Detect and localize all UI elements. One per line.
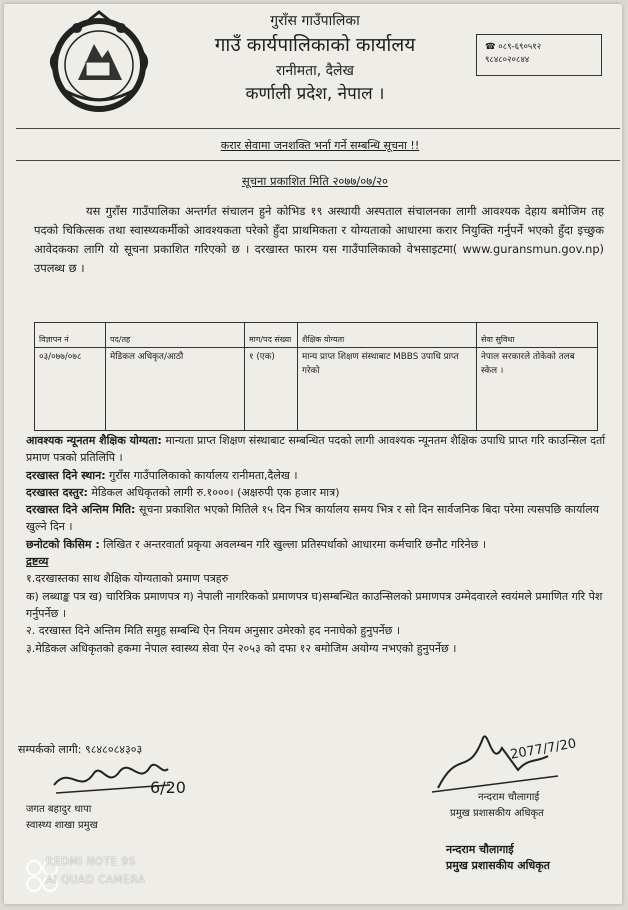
vacancy-table <box>34 322 598 431</box>
cell-post-level: मेडिकल अधिकृत/आठौ <box>106 348 245 431</box>
right-signatory-name: नन्दराम चौलागाई <box>478 792 540 803</box>
col-post-count: माग/पद संख्या <box>245 323 298 348</box>
office-phone: ☎ ०८९-६९०५१२ <box>485 42 542 52</box>
note-1: १.दरखास्तका साथ शैक्षिक योग्यताको प्रमाण पत्रहरु <box>26 572 229 586</box>
left-signature-date: 6/20 <box>150 778 186 797</box>
note-2: २. दरखास्त दिने अन्तिम मिति समुह सम्बन्धि ऐन नियम अनुसार उमेरको हद ननाघेको हुनुपर्नेछ । <box>26 624 401 638</box>
left-signatory-name: जगत बहादुर थापा <box>26 804 92 815</box>
nepal-emblem-logo <box>44 10 154 116</box>
note-1b: क) लब्धाङ्क पत्र ख) चारित्रिक प्रमाणपत्र ग) नेपाली नागरिकको प्रमाणपत्र घ)सम्बन्धित काउन्सिलको प्रमाणपत्र उम्मेदवारले स्वयंमले प्रमाणित गरि पेश गर्नुपर्नेछ । <box>26 589 603 620</box>
requirements-section <box>26 432 606 657</box>
table-row <box>35 348 598 431</box>
deadline-line: दरखास्त दिने अन्तिम मिति: सूचना प्रकाशित भएको मितिले १५ दिन भित्र कार्यालय समय भित्र र सो दिन सार्वजनिक बिदा परेमा त्यसपछि कार्यालय खुल्ने दिन । <box>26 503 600 534</box>
selection-method-line: छनोटको किसिम : लिखित र अन्तरवार्ता प्रकृया अवलम्बन गरि खुल्ला प्रतिस्पर्धाको आधारमा कर्मचारि छनौट गरिनेछ । <box>26 537 486 551</box>
cell-facility: नेपाल सरकारले तोकेको तलब स्केल । <box>477 348 598 431</box>
header-divider <box>16 128 620 129</box>
watermark-line-1: REDMI NOTE 9S <box>46 856 136 868</box>
left-signatory-title: स्वास्थ्य शाखा प्रमुख <box>26 820 98 831</box>
cell-post-count: १ (एक) <box>245 348 298 431</box>
contact-number: सम्पर्कको लागी: ९८४८०८४३०३ <box>18 743 143 756</box>
office-location: रानीमता, दैलेख <box>275 63 354 79</box>
right-signatory-title: प्रमुख प्रशासकीय अधिकृत <box>450 808 544 819</box>
cell-qualification: मान्य प्राप्त शिक्षण संस्थाबाट MBBS उपाधि प्राप्त गरेको <box>298 348 477 431</box>
col-qualification: शैक्षिक योग्यता <box>298 323 477 348</box>
right-signature-date: 2077/7/20 <box>509 736 578 763</box>
intro-paragraph: यस गुराँस गाउँपालिका अन्तर्गत संचालन हुने कोभिड १९ अस्थायी अस्पताल संचालनका लागी आवश्यक देहाय बमोजिम तह पदको चिकित्सक तथा स्वास्थ्यकर्मीको आवश्यकता परेको हुँदा प्राथमिकता र योग्यताको आधारमा करार नियुक्ति गर्नुपर्ने भएको हुँदा इच्छुक आवेदकका लागि यो सूचना प्रकाशित गरिएको छ । दरखास्त फारम यस गाउँपालिकाको वेभसाइटमा( www.guransmun.gov.np) उपलब्ध छ । <box>34 204 604 275</box>
subject-divider <box>16 160 620 161</box>
province-country: कर्णाली प्रदेश, नेपाल । <box>245 84 385 104</box>
col-facility: सेवा सुविधा <box>477 323 598 348</box>
col-ad-number: विज्ञापन नं <box>35 323 106 348</box>
place-line: दरखास्त दिने स्थान: गुराँस गाउँपालिकाको कार्यालय रानीमता,दैलेख । <box>26 468 298 482</box>
publish-date: सूचना प्रकाशित मिति २०७७/०७/२० <box>241 174 389 188</box>
table-header-row <box>35 323 598 348</box>
office-mobile: ९८४८०२०८४४ <box>485 55 530 65</box>
note-3: ३.मेडिकल अधिकृतको हकमा नेपाल स्वास्थ्य सेवा ऐन २०५३ को दफा १२ बमोजिम अयोग्य नभएको हुनुपर्नेछ । <box>26 641 457 655</box>
fee-line: दरखास्त दस्तुर: मेडिकल अधिकृतको लागी रु.१०००। (अक्षरुपी एक हजार मात्र) <box>26 485 340 499</box>
office-name: गाउँ कार्यपालिकाको कार्यालय <box>214 34 416 56</box>
name-stamp <box>446 842 550 874</box>
stamp-name: नन्दराम चौलागाई <box>446 843 514 856</box>
note-title: द्रष्टव्य <box>26 555 49 569</box>
municipality-name: गुराँस गाउँपालिका <box>270 13 360 29</box>
notice-subject: करार सेवामा जनशक्ति भर्ना गर्ने सम्बन्धि सूचना !! <box>220 139 420 152</box>
watermark-line-2: AI QUAD CAMERA <box>46 874 146 886</box>
cell-ad-number: ०३/०७७/०७८ <box>35 348 106 431</box>
qualification-line: आवश्यक न्यूनतम शैक्षिक योग्यता: मान्यता प्राप्त शिक्षण संस्थाबाट सम्बन्धित पदको लागी आवश्यक न्यूनतम शैक्षिक उपाधि प्राप्त गरि काउन्सिल दर्ता प्रमाण पत्रको प्रतिलिपि । <box>26 434 606 465</box>
right-signature <box>428 728 608 798</box>
contact-stamp-box <box>476 34 602 76</box>
left-signature <box>50 755 220 805</box>
stamp-title: प्रमुख प्रशासकीय अधिकृत <box>446 859 550 872</box>
col-post-level: पद/तह <box>106 323 245 348</box>
